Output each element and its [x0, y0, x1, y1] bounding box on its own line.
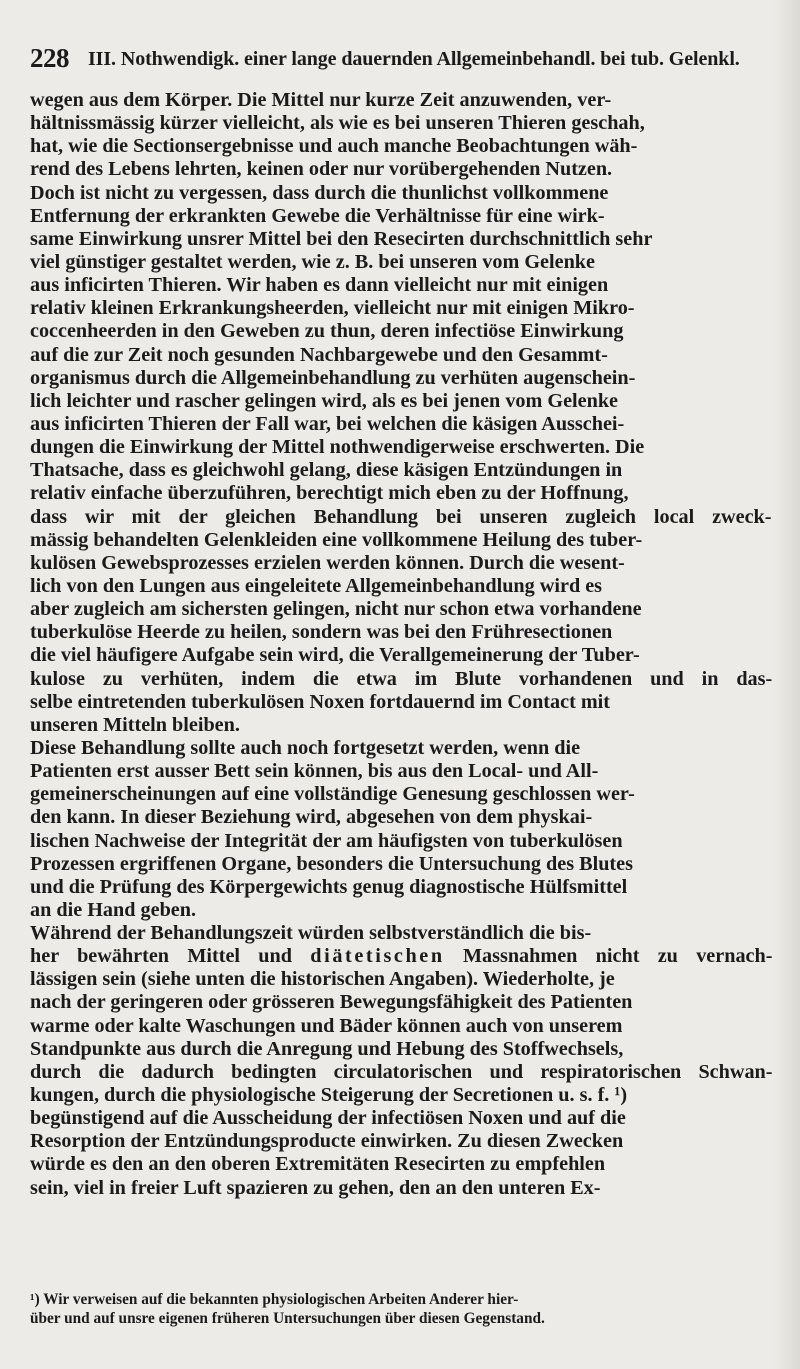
text-run: über und auf unsre eigenen früheren Untersuchungen über diesen Gegenstand.	[30, 1310, 545, 1327]
text-run: kungen, durch die physiologische Steigerung der Secretionen u. s. f. ¹)	[30, 1084, 628, 1107]
text-run: und die Prüfung des Körpergewichts genug diagnostische Hülfsmittel	[30, 875, 628, 898]
text-run: organismus durch die Allgemeinbehandlung zu verhüten augenschein-	[30, 366, 636, 389]
body-text	[30, 89, 800, 1200]
body-text-line	[30, 853, 800, 876]
body-text-line	[30, 1177, 800, 1200]
text-run: lich leichter und rascher gelingen wird, als es bei jenen vom Gelenke	[30, 389, 619, 412]
body-text-line	[30, 783, 800, 806]
body-text-line	[30, 112, 800, 135]
body-text-line	[30, 182, 800, 205]
body-text-line	[30, 644, 800, 667]
text-run: lischen Nachweise der Integrität der am häufigsten von tuberkulösen	[30, 829, 623, 852]
text-run: same Einwirkung unsrer Mittel bei den Resecirten durchschnittlich sehr	[30, 227, 653, 250]
body-text-line	[30, 228, 800, 251]
text-run: hat, wie die Sectionsergebnisse und auch manche Beobachtungen wäh-	[30, 135, 638, 158]
text-run: kulose zu verhüten, indem die etwa im Blute vorhandenen und in das-	[30, 667, 773, 690]
text-run: relativ kleinen Erkrankungsheerden, vielleicht nur mit einigen Mikro-	[30, 297, 635, 320]
body-text-line	[30, 482, 800, 505]
body-text-line	[30, 991, 800, 1014]
running-head: III. Nothwendigk. einer lange dauernden Allgemeinbehandl. bei tub. Gelenkl.	[88, 48, 740, 70]
body-text-line	[30, 806, 800, 829]
page-header	[30, 34, 790, 74]
text-run: durch die dadurch bedingten circulatorischen und respiratorischen Schwan-	[30, 1060, 773, 1083]
footnote-line	[30, 1309, 800, 1328]
body-text-line	[30, 575, 800, 598]
body-text-line	[30, 714, 800, 737]
text-run: aus inficirten Thieren der Fall war, bei welchen die käsigen Ausschei-	[30, 412, 625, 435]
body-text-line	[30, 297, 800, 320]
body-text-line	[30, 205, 800, 228]
body-text-line	[30, 737, 800, 760]
body-text-line	[30, 367, 800, 390]
text-run: lich von den Lungen aus eingeleitete Allgemeinbehandlung wird es	[30, 574, 603, 597]
text-run: kulösen Gewebsprozesses erzielen werden können. Durch die wesent-	[30, 551, 625, 574]
text-run: die viel häufigere Aufgabe sein wird, die Verallgemeinerung der Tuber-	[30, 644, 640, 667]
text-run: Massnahmen nicht zu vernach-	[444, 945, 773, 968]
body-text-line	[30, 899, 800, 922]
text-run: sein, viel in freier Luft spazieren zu gehen, den an den unteren Ex-	[30, 1176, 601, 1199]
text-run: wegen aus dem Körper. Die Mittel nur kurze Zeit anzuwenden, ver-	[30, 89, 612, 111]
text-run: selbe eintretenden tuberkulösen Noxen fortdauernd im Contact mit	[30, 690, 610, 713]
text-run: Standpunkte aus durch die Anregung und Hebung des Stoffwechsels,	[30, 1037, 624, 1060]
body-text-line	[30, 89, 800, 112]
body-text-line	[30, 1107, 800, 1130]
text-run: würde es den an den oberen Extremitäten Resecirten zu empfehlen	[30, 1153, 606, 1176]
text-run: warme oder kalte Waschungen und Bäder können auch von unserem	[30, 1014, 623, 1037]
body-text-line	[30, 1015, 800, 1038]
body-text-line	[30, 598, 800, 621]
body-text-line	[30, 668, 800, 691]
body-text-line	[30, 506, 800, 529]
body-text-line	[30, 691, 800, 714]
body-text-line	[30, 1038, 800, 1061]
body-text-line	[30, 830, 800, 853]
body-text-line	[30, 135, 800, 158]
text-run: tuberkulöse Heerde zu heilen, sondern was bei den Frühresectionen	[30, 621, 613, 644]
text-run: rend des Lebens lehrten, keinen oder nur vorübergehenden Nutzen.	[30, 158, 613, 181]
text-run: begünstigend auf die Ausscheidung der infectiösen Noxen und auf die	[30, 1107, 626, 1130]
text-run: aus inficirten Thieren. Wir haben es dann vielleicht nur mit einigen	[30, 274, 609, 297]
body-text-line	[30, 968, 800, 991]
body-text-line	[30, 320, 800, 343]
body-text-line	[30, 922, 800, 945]
text-run: ¹) Wir verweisen auf die bekannten physiologischen Arbeiten Anderer hier-	[30, 1291, 519, 1308]
text-run: an die Hand geben.	[30, 898, 197, 921]
text-run: viel günstiger gestaltet werden, wie z. B. bei unseren vom Gelenke	[30, 250, 595, 273]
text-run: Patienten erst ausser Bett sein können, bis aus den Local- und All-	[30, 760, 599, 783]
body-text-line	[30, 274, 800, 297]
text-run: Resorption der Entzündungsproducte einwirken. Zu diesen Zwecken	[30, 1130, 624, 1153]
text-run: dungen die Einwirkung der Mittel nothwendigerweise erschwerten. Die	[30, 436, 645, 459]
body-text-line	[30, 945, 800, 968]
text-run: aber zugleich am sichersten gelingen, nicht nur schon etwa vorhandene	[30, 598, 642, 621]
text-run: Diese Behandlung sollte auch noch fortgesetzt werden, wenn die	[30, 736, 581, 759]
text-run: Entfernung der erkrankten Gewebe die Verhältnisse für eine wirk-	[30, 204, 605, 227]
body-text-line	[30, 436, 800, 459]
page-number: 228	[30, 43, 69, 73]
text-run: Während der Behandlungszeit würden selbstverständlich die bis-	[30, 922, 592, 945]
footnote-line	[30, 1290, 800, 1309]
text-run: lässigen sein (siehe unten die historischen Angaben). Wiederholte, je	[30, 968, 615, 991]
text-run: gemeinerscheinungen auf eine vollständige Genesung geschlossen wer-	[30, 783, 635, 806]
body-text-line	[30, 390, 800, 413]
text-run: Thatsache, dass es gleichwohl gelang, diese käsigen Entzündungen in	[30, 459, 623, 482]
body-text-line	[30, 344, 800, 367]
body-text-line	[30, 1061, 800, 1084]
body-text-line	[30, 1153, 800, 1176]
body-text-line	[30, 1130, 800, 1153]
body-text-line	[30, 876, 800, 899]
text-run: relativ einfache überzuführen, berechtigt mich eben zu der Hoffnung,	[30, 482, 629, 505]
body-text-line	[30, 621, 800, 644]
text-run: coccenheerden in den Geweben zu thun, deren infectiöse Einwirkung	[30, 320, 624, 343]
text-run: nach der geringeren oder grösseren Bewegungsfähigkeit des Patienten	[30, 991, 633, 1014]
text-run: her bewährten Mittel und	[30, 945, 311, 968]
body-text-line	[30, 158, 800, 181]
footnote	[30, 1290, 800, 1328]
text-run: mässig behandelten Gelenkleiden eine vollkommene Heilung des tuber-	[30, 528, 643, 551]
body-text-line	[30, 459, 800, 482]
text-run: den kann. In dieser Beziehung wird, abgesehen von dem physkai-	[30, 806, 593, 829]
body-text-line	[30, 413, 800, 436]
emphasized-word: diätetischen	[310, 945, 445, 968]
body-text-line	[30, 251, 800, 274]
text-run: hältnissmässig kürzer vielleicht, als wie es bei unseren Thieren geschah,	[30, 112, 645, 135]
body-text-line	[30, 760, 800, 783]
text-run: unseren Mitteln bleiben.	[30, 713, 240, 736]
text-run: dass wir mit der gleichen Behandlung bei unseren zugleich local zweck-	[30, 505, 772, 528]
body-text-line	[30, 1084, 800, 1107]
text-run: auf die zur Zeit noch gesunden Nachbargewebe und den Gesammt-	[30, 343, 608, 366]
body-text-line	[30, 552, 800, 575]
body-text-line	[30, 529, 800, 552]
text-run: Doch ist nicht zu vergessen, dass durch die thunlichst vollkommene	[30, 181, 609, 204]
text-run: Prozessen ergriffenen Organe, besonders die Untersuchung des Blutes	[30, 852, 633, 875]
